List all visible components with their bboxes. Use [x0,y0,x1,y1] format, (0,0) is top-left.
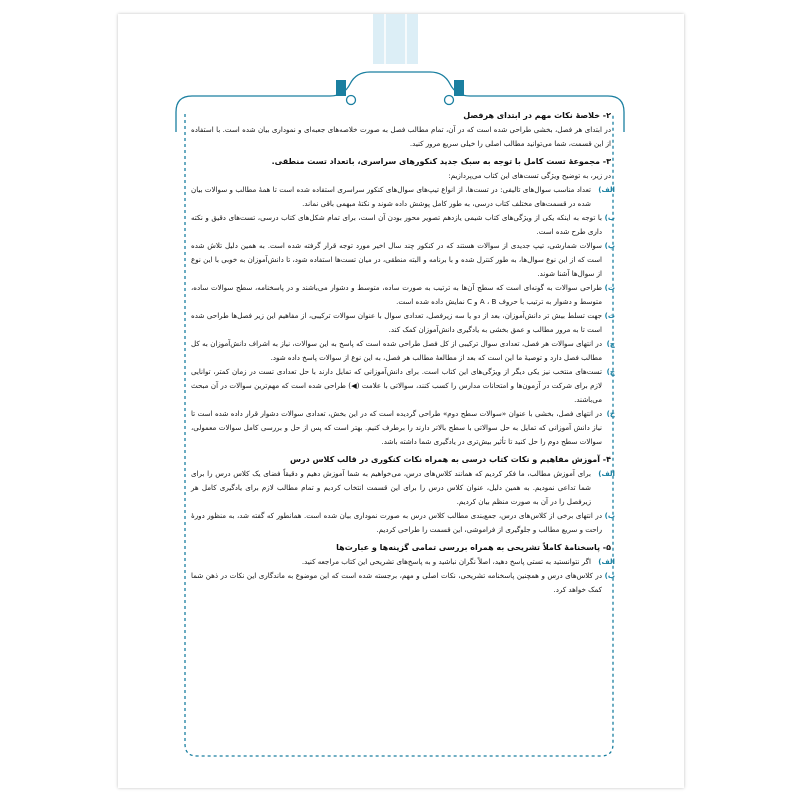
item-marker: الف) [598,469,615,478]
item-marker: الف) [598,557,615,566]
list-item [191,183,615,211]
item-marker: چ) [606,367,615,376]
item-text: در انتهای فصل، بخشی با عنوان «سوالات سطح دوم» طراحی گردیده است که در این بخش، تعدادی سوالات دشوار قرار داده شده است تا نیاز دانش آموزانی که تمایل به حل سوالاتی با سطح بالاتر دارند را برطرف کنیم. بهتر است که پس از حل و بررسی کامل سوالات معمولی، سوالات سطح دوم را حل کنید تا تأثیر بیش‌تری در یادگیری شما داشته باشد. [191,409,602,446]
list-item [191,239,615,281]
item-marker: پ) [604,241,615,250]
item-text: برای آموزش مطالب، ما فکر کردیم که همانند کلاس‌های درس، می‌خواهیم به شما آموزش دهیم و دقیقاً فضای یک کلاس درس را برای شما تداعی نمودیم. به همین دلیل، عنوان کلاس درس را برای این قسمت انتخاب کردیم و تمام مطالب لازم برای یادگیری کامل هر زیرفصل را در آن به صورت منظم بیان کردیم. [191,469,591,506]
item-marker: ب) [604,571,615,580]
list-item [191,467,615,509]
item-text: طراحی سوالات به گونه‌ای است که سطح آن‌ها به ترتیب به صورت ساده، متوسط و دشوار می‌باشند و در پاسخنامه، سطح سوالات ساده، متوسط و دشوار به ترتیب با حروف A ، B و C نمایش داده شده است. [191,283,602,306]
item-marker: ج) [606,339,615,348]
item-text: با توجه به اینکه یکی از ویژگی‌های کتاب شیمی یازدهم تصویر محور بودن آن است، برای تمام شکل‌های کتاب درسی، تست‌های دقیق و نکته داری طرح شده است. [191,213,602,236]
content-area [191,108,615,597]
list-item [191,569,615,597]
item-text: در زیر، به توضیح ویژگی تست‌های این کتاب می‌پردازیم: [448,171,611,180]
item-text: در ابتدای هر فصل، بخشی طراحی شده است که در آن، تمام مطالب فصل به صورت خلاصه‌های جعبه‌ای و نموداری بیان شده است. با استفاده از این قسمت، شما می‌توانید مطالب اصلی را خیلی سریع مرور کنید. [191,125,611,148]
item-marker: الف) [598,185,615,194]
item-text: جهت تسلط بیش تر دانش‌آموزان، بعد از دو یا سه زیرفصل، تعدادی سوال با عنوان سوالات ترکیبی، از مفاهیم این زیر فصل‌ها طراحی شده است تا به مرور مطالب و عمق بخشی به یادگیری دانش‌آموزان کمک کند. [191,311,602,334]
item-text: سوالات شمارشی، تیپ جدیدی از سوالات هستند که در کنکور چند سال اخیر مورد توجه قرار گرفته شده است. به همین دلیل تلاش شده است که از این نوع سوال‌ها، به طور کنترل شده و با برنامه و البته منطقی، در میان تست‌ها استفاده شود، تا دانش‌آموزان به خوبی با این نوع از سوال‌ها آشنا شوند. [191,241,602,278]
list-item [191,509,615,537]
section-heading: ۲- خلاصهٔ نکات مهم در ابتدای هرفصل [463,111,611,120]
item-text: تعداد مناسب سوال‌های تالیفی: در تست‌ها، از انواع تیپ‌های سوال‌های کنکور سراسری استفاده شده است تا همهٔ مطالب و سوالات بیان شده در قسمت‌های مختلف کتاب درسی، به طور کامل پوشش داده شوند و نکتهٔ مبهمی باقی نماند. [191,185,591,208]
item-marker: ث) [604,311,615,320]
section-heading: ۴- آموزش مفاهیم و نکات کتاب درسی به همراه نکات کنکوری در قالب کلاس درس [289,455,611,464]
item-marker: ب) [604,511,615,520]
paragraph [191,123,611,151]
list-item [191,337,615,365]
list-item [191,281,615,309]
top-ribbon [373,14,418,64]
list-item [191,365,615,407]
item-text: تست‌های منتخب نیز یکی دیگر از ویژگی‌های این کتاب است. برای دانش‌آموزانی که تمایل دارند با حل تعدادی تست در زمان کمتر، توانایی لازم برای شرکت در آزمون‌ها و امتحانات مدارس را کسب کنند، سوالاتی با علامت (◀) طراحی شده است که مهم‌ترین سوالات در آن مبحث می‌باشند. [191,367,602,404]
list-item [191,407,615,449]
item-marker: ح) [606,409,615,418]
item-text: در کلاس‌های درس و همچنین پاسخنامه تشریحی، نکات اصلی و مهم، برجسته شده است که این موضوع به ماندگاری این نکات در ذهن شما کمک خواهد کرد. [191,571,602,594]
item-text: در انتهای سوالات هر فصل، تعدادی سوال ترکیبی از کل فصل طراحی شده است که پاسخ به این سوالات، نیاز به اشراف دانش‌آموزان به کل مطالب فصل دارد و توصیهٔ ما این است که بعد از مطالعهٔ مطالب هر فصل، به این نوع از سوالات پاسخ داده شود. [191,339,602,362]
section-heading: ۵- پاسخنامهٔ کاملاً تشریحی به همراه بررسی تمامی گزینه‌ها و عبارت‌ها [336,543,611,552]
item-marker: ب) [604,213,615,222]
paragraph [191,169,611,183]
list-item [191,211,615,239]
item-text: در انتهای برخی از کلاس‌های درس، جمع‌بندی مطالب کلاس درس به صورت نموداری بیان شده است. همانطور که گفته شد، به منظور دورهٔ راحت و سریع مطالب و جلوگیری از فراموشی، این قسمت را طراحی کردیم. [191,511,602,534]
section-heading: ۳- مجموعهٔ تست کامل با توجه به سبک جدید کنکورهای سراسری، باتعداد تست منطقی. [271,157,611,166]
list-item [191,555,615,569]
item-text: اگر نتوانستید به تستی پاسخ دهید، اصلاً نگران نباشید و به پاسخ‌های تشریحی این کتاب مراجعه کنید. [301,557,591,566]
list-item [191,309,615,337]
item-marker: ت) [604,283,615,292]
